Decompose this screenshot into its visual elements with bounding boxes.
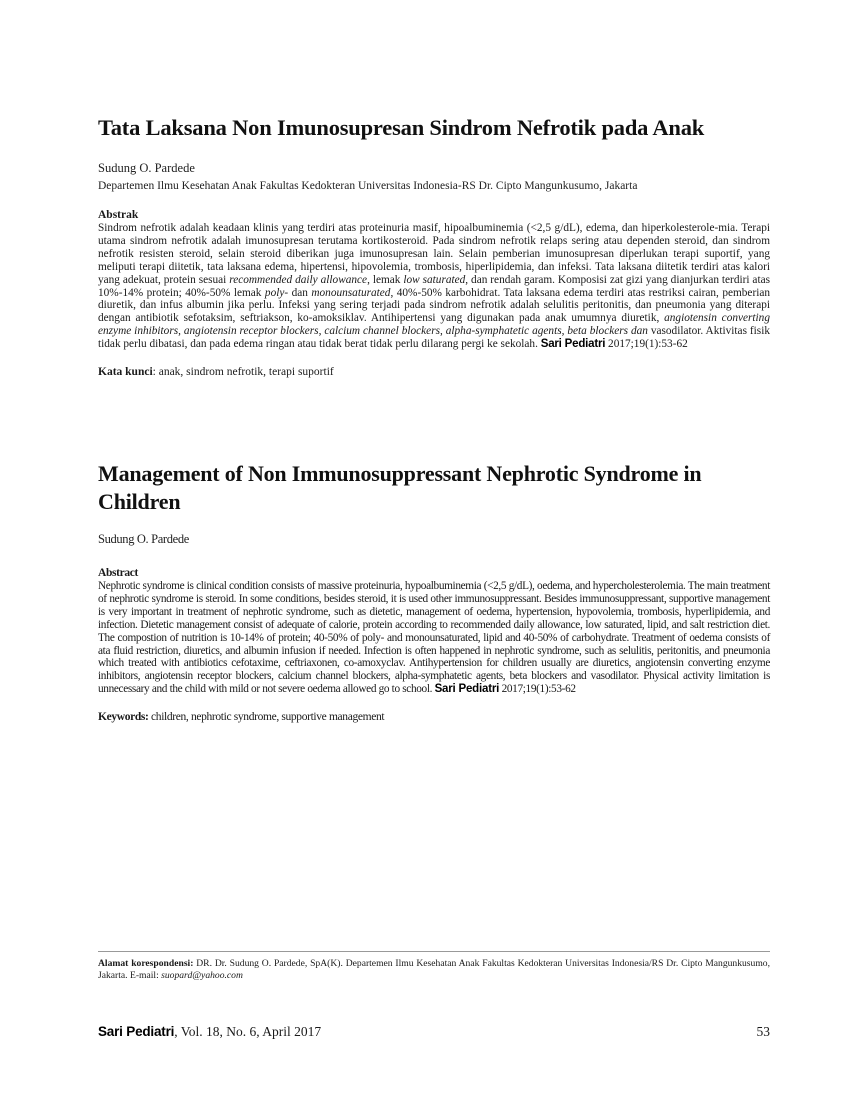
- abstrak-italic: recommended daily allowance: [229, 273, 368, 286]
- keywords-label: Keywords:: [98, 711, 149, 724]
- abstrak-italic: poly: [264, 286, 285, 299]
- keywords-text: children, nephrotic syndrome, supportive management: [148, 711, 385, 724]
- abstrak-text: - dan: [284, 286, 312, 299]
- abstrak-text: vasodilator. Aktivitas fisik tidak perlu dibatasi, dan pada edema ringan atau tidak berat tidak perlu dilarang pergi ke sekolah.: [98, 325, 770, 351]
- citation: 2017;19(1):53-62: [499, 683, 576, 696]
- indonesian-author: Sudung O. Pardede: [98, 161, 195, 175]
- correspondence-text: DR. Dr. Sudung O. Pardede, SpA(K). Departemen Ilmu Kesehatan Anak Fakultas Kedokteran Universitas Indonesia/RS Dr. Cipto Mangunkusumo, Jakarta. E-mail:: [98, 958, 770, 981]
- english-author: Sudung O. Pardede: [98, 532, 189, 546]
- abstrak-italic: angiotensin converting enzyme inhibitors, angiotensin receptor blockers, calcium channel blockers, alpha-symphatetic agents, beta blockers dan: [98, 312, 770, 338]
- abstrak-heading: Abstrak: [98, 209, 139, 221]
- abstract-body: [98, 580, 770, 696]
- abstract-heading: Abstract: [98, 567, 138, 579]
- abstrak-italic: monounsaturated: [311, 286, 391, 299]
- indonesian-section: [98, 114, 770, 379]
- kata-kunci-label: Kata kunci: [98, 366, 153, 379]
- correspondence-email[interactable]: suopard@yahoo.com: [161, 970, 243, 981]
- indonesian-affiliation: Departemen Ilmu Kesehatan Anak Fakultas Kedokteran Universitas Indonesia-RS Dr. Cipto Mangunkusumo, Jakarta: [98, 180, 638, 192]
- footer-citation: [98, 1023, 321, 1041]
- correspondence-note: [98, 958, 770, 982]
- abstrak-text: , lemak: [367, 273, 404, 286]
- indonesian-title: Tata Laksana Non Imunosupresan Sindrom Nefrotik pada Anak: [98, 115, 705, 140]
- kata-kunci: [98, 365, 770, 379]
- abstrak-italic: low saturated: [403, 273, 466, 286]
- abstract-text: Nephrotic syndrome is clinical condition consists of massive proteinuria, hypoalbuminemia (<2,5 g/dL), oedema, and hypercholesterolemia. The main treatment of nephrotic syndrome is steroid. In some conditions, besides steroid, it is used other immunosuppressant. Besides immunosuppressant, supportive management is very important in treatment of nephrotic syndrome, such as dietetic, management of oedema, hypertension, hypovolemia, trombosis, hyperlipidemia, and infection. Dietetic management consist of adequate of calorie, protein according to recommended daily allowance, low saturated, lipid, and salt restriction diet. The compostion of nutrition is 10-14% of protein; 40-50% of poly- and monounsaturated, lipid and 40-50% of carbohydrate. Treatment of oedema consists of ata fluid restriction, diuretics, and albumin infusion if needed. Infection is often happened in nephrotic syndrome, such as selulitis, peritonitis, and pneumonia which treated with antibiotics cefotaxime, ceftriaxonen, co-amoxyclav. Antihypertension for children usually are diuretics, angiotensin converting enzyme inhibitors, angiotensin receptor blockers, calcium channel blockers, alpha-symphatetic agents, beta blockers and vasodilator. Physical activity limitation is unnecessary and the child with mild or not severe oedema allowed go to school.: [98, 580, 770, 696]
- footer-journal-logo: Sari Pediatri: [98, 1024, 175, 1039]
- keywords: [98, 710, 770, 724]
- correspondence-label: Alamat korespondensi:: [98, 958, 194, 969]
- citation: 2017;19(1):53-62: [605, 338, 688, 351]
- english-section: [98, 460, 770, 724]
- journal-logo: Sari Pediatri: [434, 683, 500, 696]
- english-title: Management of Non Immunosuppressant Nephrotic Syndrome in Children: [98, 461, 702, 514]
- abstrak-text: , dan rendah garam. Komposisi zat gizi yang dianjurkan terdiri atas 10%-14% protein; 40%-50% lemak: [98, 273, 770, 299]
- footnote-divider: [98, 951, 770, 952]
- footer-issue: , Vol. 18, No. 6, April 2017: [174, 1024, 322, 1039]
- kata-kunci-text: : anak, sindrom nefrotik, terapi suportif: [152, 366, 334, 379]
- abstrak-text: Sindrom nefrotik adalah keadaan klinis yang terdiri atas proteinuria masif, hipoalbuminemia (<2,5 g/dL), edema, dan hiperkolesterole-mia. Terapi utama sindrom nefrotik adalah imunosupresan terutama kortikosteroid. Pada sindrom nefrotik relaps sering atau dependen steroid, dan sindrom nefrotik resisten steroid, selain steroid diberikan juga imunosupresan lain. Selain pemberian imunosupresan diperlukan terapi suportif, yang meliputi terapi diitetik, tata laksana edema, hipertensi, hipovolemia, trombosis, hiperlipidemia, dan infeksi. Tata laksana diitetik terdiri atas kalori yang adekuat, protein sesuai: [98, 222, 770, 286]
- page-footer: [98, 1023, 770, 1041]
- journal-logo: Sari Pediatri: [540, 338, 606, 351]
- abstrak-body: [98, 222, 770, 351]
- abstrak-text: , 40%-50% karbohidrat. Tata laksana edema terdiri atas restriksi cairan, pemberian diuretik, dan infus albumin jika perlu. Infeksi yang sering terjadi pada sindrom nefrotik adalah selulitis peritonitis, dan pneumonia yang diterapi dengan antibiotik sefotaksim, seftriakson, ko-amoksiklav. Antihipertensi yang digunakan pada anak umumnya diuretik,: [98, 286, 771, 325]
- page-number: 53: [756, 1024, 770, 1039]
